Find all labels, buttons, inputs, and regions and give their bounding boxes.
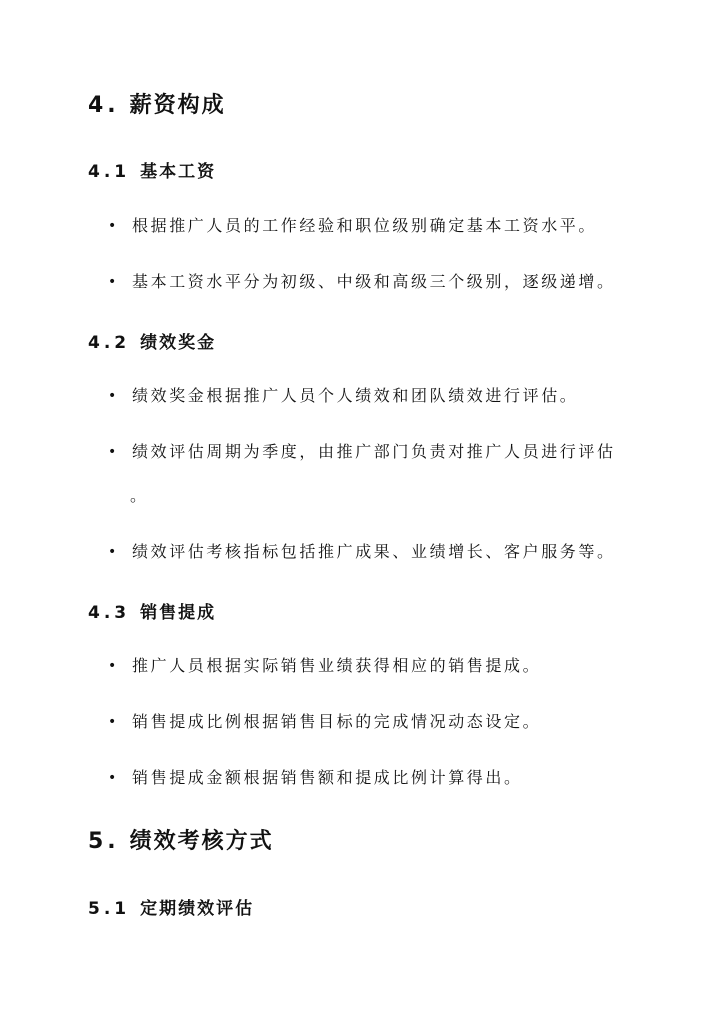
list-item-text: 根据推广人员的工作经验和职位级别确定基本工资水平。: [132, 216, 598, 235]
list-item-text: 推广人员根据实际销售业绩获得相应的销售提成。: [132, 656, 542, 675]
section-title: 绩效考核方式: [129, 829, 274, 854]
bullet-icon: •: [108, 274, 119, 290]
list-item-text: 绩效评估考核指标包括推广成果、业绩增长、客户服务等。: [132, 542, 616, 561]
subsection-heading-5-1: [88, 894, 254, 919]
list-item-text: 绩效奖金根据推广人员个人绩效和团队绩效进行评估。: [132, 386, 579, 405]
bullet-icon: •: [108, 770, 119, 786]
list-item-text: 销售提成比例根据销售目标的完成情况动态设定。: [132, 712, 542, 731]
subsection-title: 基本工资: [140, 162, 217, 182]
bullet-icon: •: [108, 714, 119, 730]
subsection-heading-4-3: [88, 598, 216, 623]
list-item-text: 绩效评估周期为季度，由推广部门负责对推广人员进行评估: [132, 442, 616, 461]
subsection-number: 4.1: [88, 162, 131, 182]
list-item-text: 基本工资水平分为初级、中级和高级三个级别，逐级递增。: [132, 272, 616, 291]
section-title: 薪资构成: [129, 93, 226, 118]
bullet-icon: •: [108, 444, 119, 460]
bullet-icon: •: [108, 218, 119, 234]
bullet-icon: •: [108, 388, 119, 404]
bullet-icon: •: [108, 658, 119, 674]
section-heading-5: [88, 824, 274, 855]
section-number: 4.: [88, 93, 120, 118]
subsection-title: 销售提成: [140, 603, 217, 623]
subsection-heading-4-2: [88, 328, 216, 353]
list-item-text: 销售提成金额根据销售额和提成比例计算得出。: [132, 768, 523, 787]
subsection-number: 5.1: [88, 899, 131, 919]
subsection-title: 定期绩效评估: [140, 899, 255, 919]
bullet-icon: •: [108, 544, 119, 560]
subsection-heading-4-1: [88, 157, 216, 182]
list-item-wrap-text: 。: [130, 486, 147, 505]
section-number: 5.: [88, 829, 120, 854]
subsection-title: 绩效奖金: [140, 333, 217, 353]
subsection-number: 4.3: [88, 603, 131, 623]
section-heading-4: [88, 88, 226, 119]
subsection-number: 4.2: [88, 333, 131, 353]
